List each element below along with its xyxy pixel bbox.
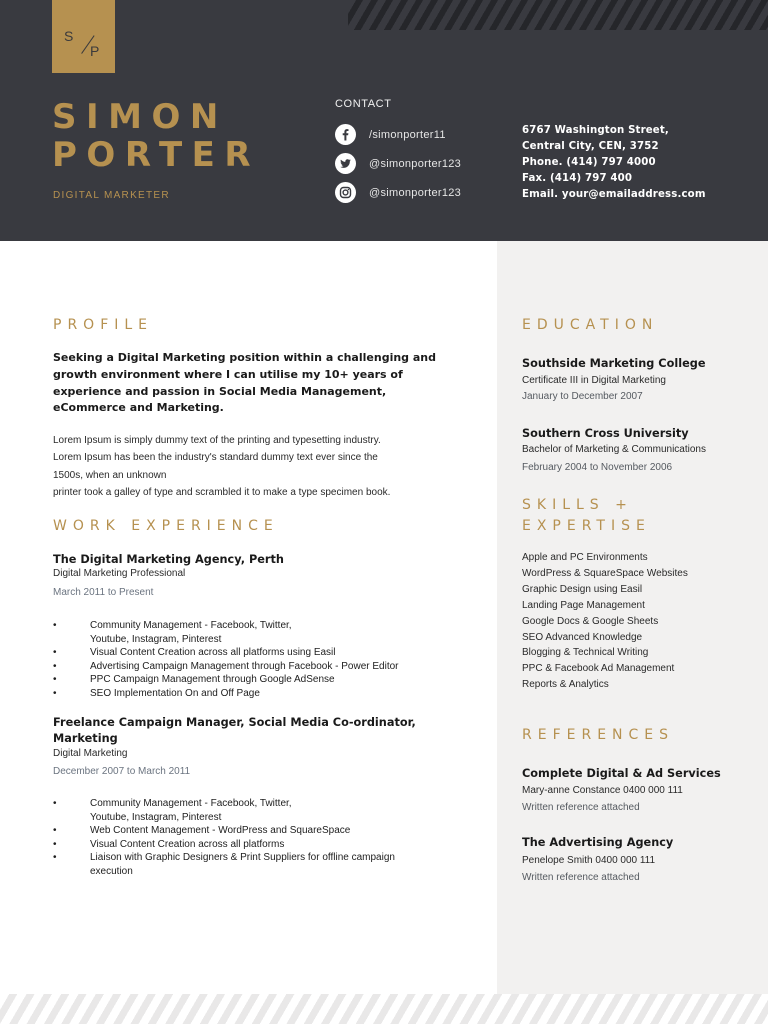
name-last: PORTER <box>52 135 261 175</box>
social-instagram[interactable] <box>335 182 461 203</box>
reference-company-1: Complete Digital & Ad Services <box>522 767 721 780</box>
contact-email[interactable]: Email. your@emailaddress.com <box>522 189 706 200</box>
name-first: SIMON <box>52 97 228 137</box>
job-role-2: Digital Marketing <box>53 748 128 759</box>
job-duty: • Visual Content Creation across all platforms <box>53 838 433 852</box>
job-duty: • Community Management - Facebook, Twitter, Youtube, Instagram, Pinterest <box>53 797 433 824</box>
contact-fax: Fax. (414) 797 400 <box>522 173 633 184</box>
profile-heading: PROFILE <box>53 317 154 333</box>
skill-item: WordPress & SquareSpace Websites <box>522 567 688 579</box>
job-duty: • SEO Implementation On and Off Page <box>53 687 433 701</box>
twitter-handle: @simonporter123 <box>369 157 462 170</box>
instagram-handle: @simonporter123 <box>369 186 462 199</box>
job-duty: • Advertising Campaign Management through Facebook - Power Editor <box>53 660 433 674</box>
education-dates-2: February 2004 to November 2006 <box>522 462 673 473</box>
resume-header <box>0 0 768 241</box>
skills-list <box>522 550 688 693</box>
skill-item: Google Docs & Google Sheets <box>522 615 659 627</box>
job-duties-2 <box>53 797 433 879</box>
facebook-icon <box>335 124 356 145</box>
education-dates-1: January to December 2007 <box>522 391 643 402</box>
education-course-2: Bachelor of Marketing & Communications <box>522 444 706 455</box>
address-city: Central City, CEN, 3752 <box>522 141 659 152</box>
twitter-icon <box>335 153 356 174</box>
reference-contact-1: Mary-anne Constance 0400 000 111 <box>522 785 683 796</box>
education-heading: EDUCATION <box>522 317 659 333</box>
profile-description <box>53 432 433 502</box>
job-duty: • Web Content Management - WordPress and SquareSpace <box>53 824 433 838</box>
job-duty: • Visual Content Creation across all platforms using Easil <box>53 646 433 660</box>
skills-heading-line-2: EXPERTISE <box>522 518 651 534</box>
skill-item: Reports & Analytics <box>522 679 609 691</box>
contact-address-block <box>522 123 706 203</box>
education-course-1: Certificate III in Digital Marketing <box>522 375 666 386</box>
job-duties-1 <box>53 619 433 701</box>
work-experience-heading: WORK EXPERIENCE <box>53 518 279 534</box>
reference-contact-2: Penelope Smith 0400 000 111 <box>522 855 656 866</box>
monogram-logo <box>52 0 115 73</box>
profile-line: Lorem Ipsum is simply dummy text of the printing and typesetting industry. <box>53 435 381 446</box>
skill-item: Apple and PC Environments <box>522 552 648 563</box>
decorative-stripes-top <box>348 0 768 30</box>
social-twitter[interactable] <box>335 153 461 174</box>
job-title: DIGITAL MARKETER <box>53 190 170 201</box>
job-duty: • Community Management - Facebook, Twitter, Youtube, Instagram, Pinterest <box>53 619 433 646</box>
instagram-icon <box>335 182 356 203</box>
skill-item: Blogging & Technical Writing <box>522 647 649 659</box>
profile-line: 1500s, when an unknown <box>53 469 167 481</box>
job-dates-1: March 2011 to Present <box>53 587 154 598</box>
skills-heading-line-1: SKILLS + <box>522 497 633 513</box>
monogram-second-letter: P <box>90 43 100 59</box>
education-school-2: Southern Cross University <box>522 427 689 440</box>
skill-item: Graphic Design using Easil <box>522 583 643 595</box>
job-duty: • Liaison with Graphic Designers & Print Suppliers for offline campaign execution <box>53 851 433 878</box>
facebook-handle: /simonporter11 <box>369 128 446 141</box>
job-dates-2: December 2007 to March 2011 <box>53 766 191 777</box>
job-title-1: The Digital Marketing Agency, Perth <box>53 553 284 566</box>
job-duty: • PPC Campaign Management through Google AdSense <box>53 673 433 687</box>
job-role-1: Digital Marketing Professional <box>53 568 186 579</box>
education-school-1: Southside Marketing College <box>522 357 706 370</box>
references-heading: REFERENCES <box>522 727 675 743</box>
profile-line: printer took a galley of type and scrambled it to make a type specimen book. <box>53 487 391 499</box>
contact-heading: CONTACT <box>335 98 392 110</box>
skill-item: SEO Advanced Knowledge <box>522 631 643 643</box>
reference-note-2: Written reference attached <box>522 872 640 883</box>
social-facebook[interactable] <box>335 124 446 145</box>
contact-phone[interactable]: Phone. (414) 797 4000 <box>522 157 656 168</box>
skills-heading <box>522 495 651 537</box>
address-street: 6767 Washington Street, <box>522 125 669 136</box>
skill-item: PPC & Facebook Ad Management <box>522 663 675 675</box>
decorative-stripes-bottom <box>0 994 768 1024</box>
job-title-2: Freelance Campaign Manager, Social Media Co-ordinator, Marketing <box>53 716 416 745</box>
skill-item: Landing Page Management <box>522 599 645 611</box>
reference-note-1: Written reference attached <box>522 802 640 813</box>
profile-intro: Seeking a Digital Marketing position within a challenging and growth environment where I can utilise my 10+ years of experience and passion in Social Media Management, eCommerce and Marketing. <box>53 351 436 415</box>
monogram-first-letter: S <box>64 28 74 44</box>
profile-line: Lorem Ipsum has been the industry's standard dummy text ever since the <box>53 452 378 464</box>
reference-company-2: The Advertising Agency <box>522 836 674 849</box>
